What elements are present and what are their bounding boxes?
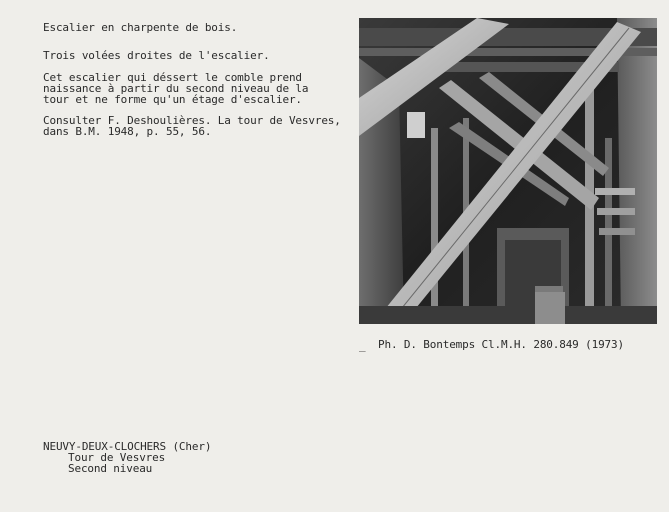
- staircase-photograph: [359, 18, 657, 324]
- reference-line-1: Consulter F. Deshoulières. La tour de Vesvres,: [43, 114, 341, 127]
- description-line-2: naissance à partir du second niveau de la: [43, 82, 309, 95]
- description-line-1: Cet escalier qui déssert le comble prend: [43, 71, 302, 84]
- location-level: Second niveau: [68, 462, 153, 475]
- photo-caption: Ph. D. Bontemps Cl.M.H. 280.849 (1973): [378, 338, 624, 351]
- record-title: Escalier en charpente de bois.: [43, 21, 238, 34]
- record-subtitle: Trois volées droites de l'escalier.: [43, 49, 270, 62]
- location-building: Tour de Vesvres: [68, 451, 166, 464]
- description-line-3: tour et ne forme qu'un étage d'escalier.: [43, 93, 302, 106]
- location-commune: NEUVY-DEUX-CLOCHERS (Cher): [43, 440, 212, 453]
- reference-line-2: dans B.M. 1948, p. 55, 56.: [43, 125, 212, 138]
- caption-dash: _: [359, 339, 366, 352]
